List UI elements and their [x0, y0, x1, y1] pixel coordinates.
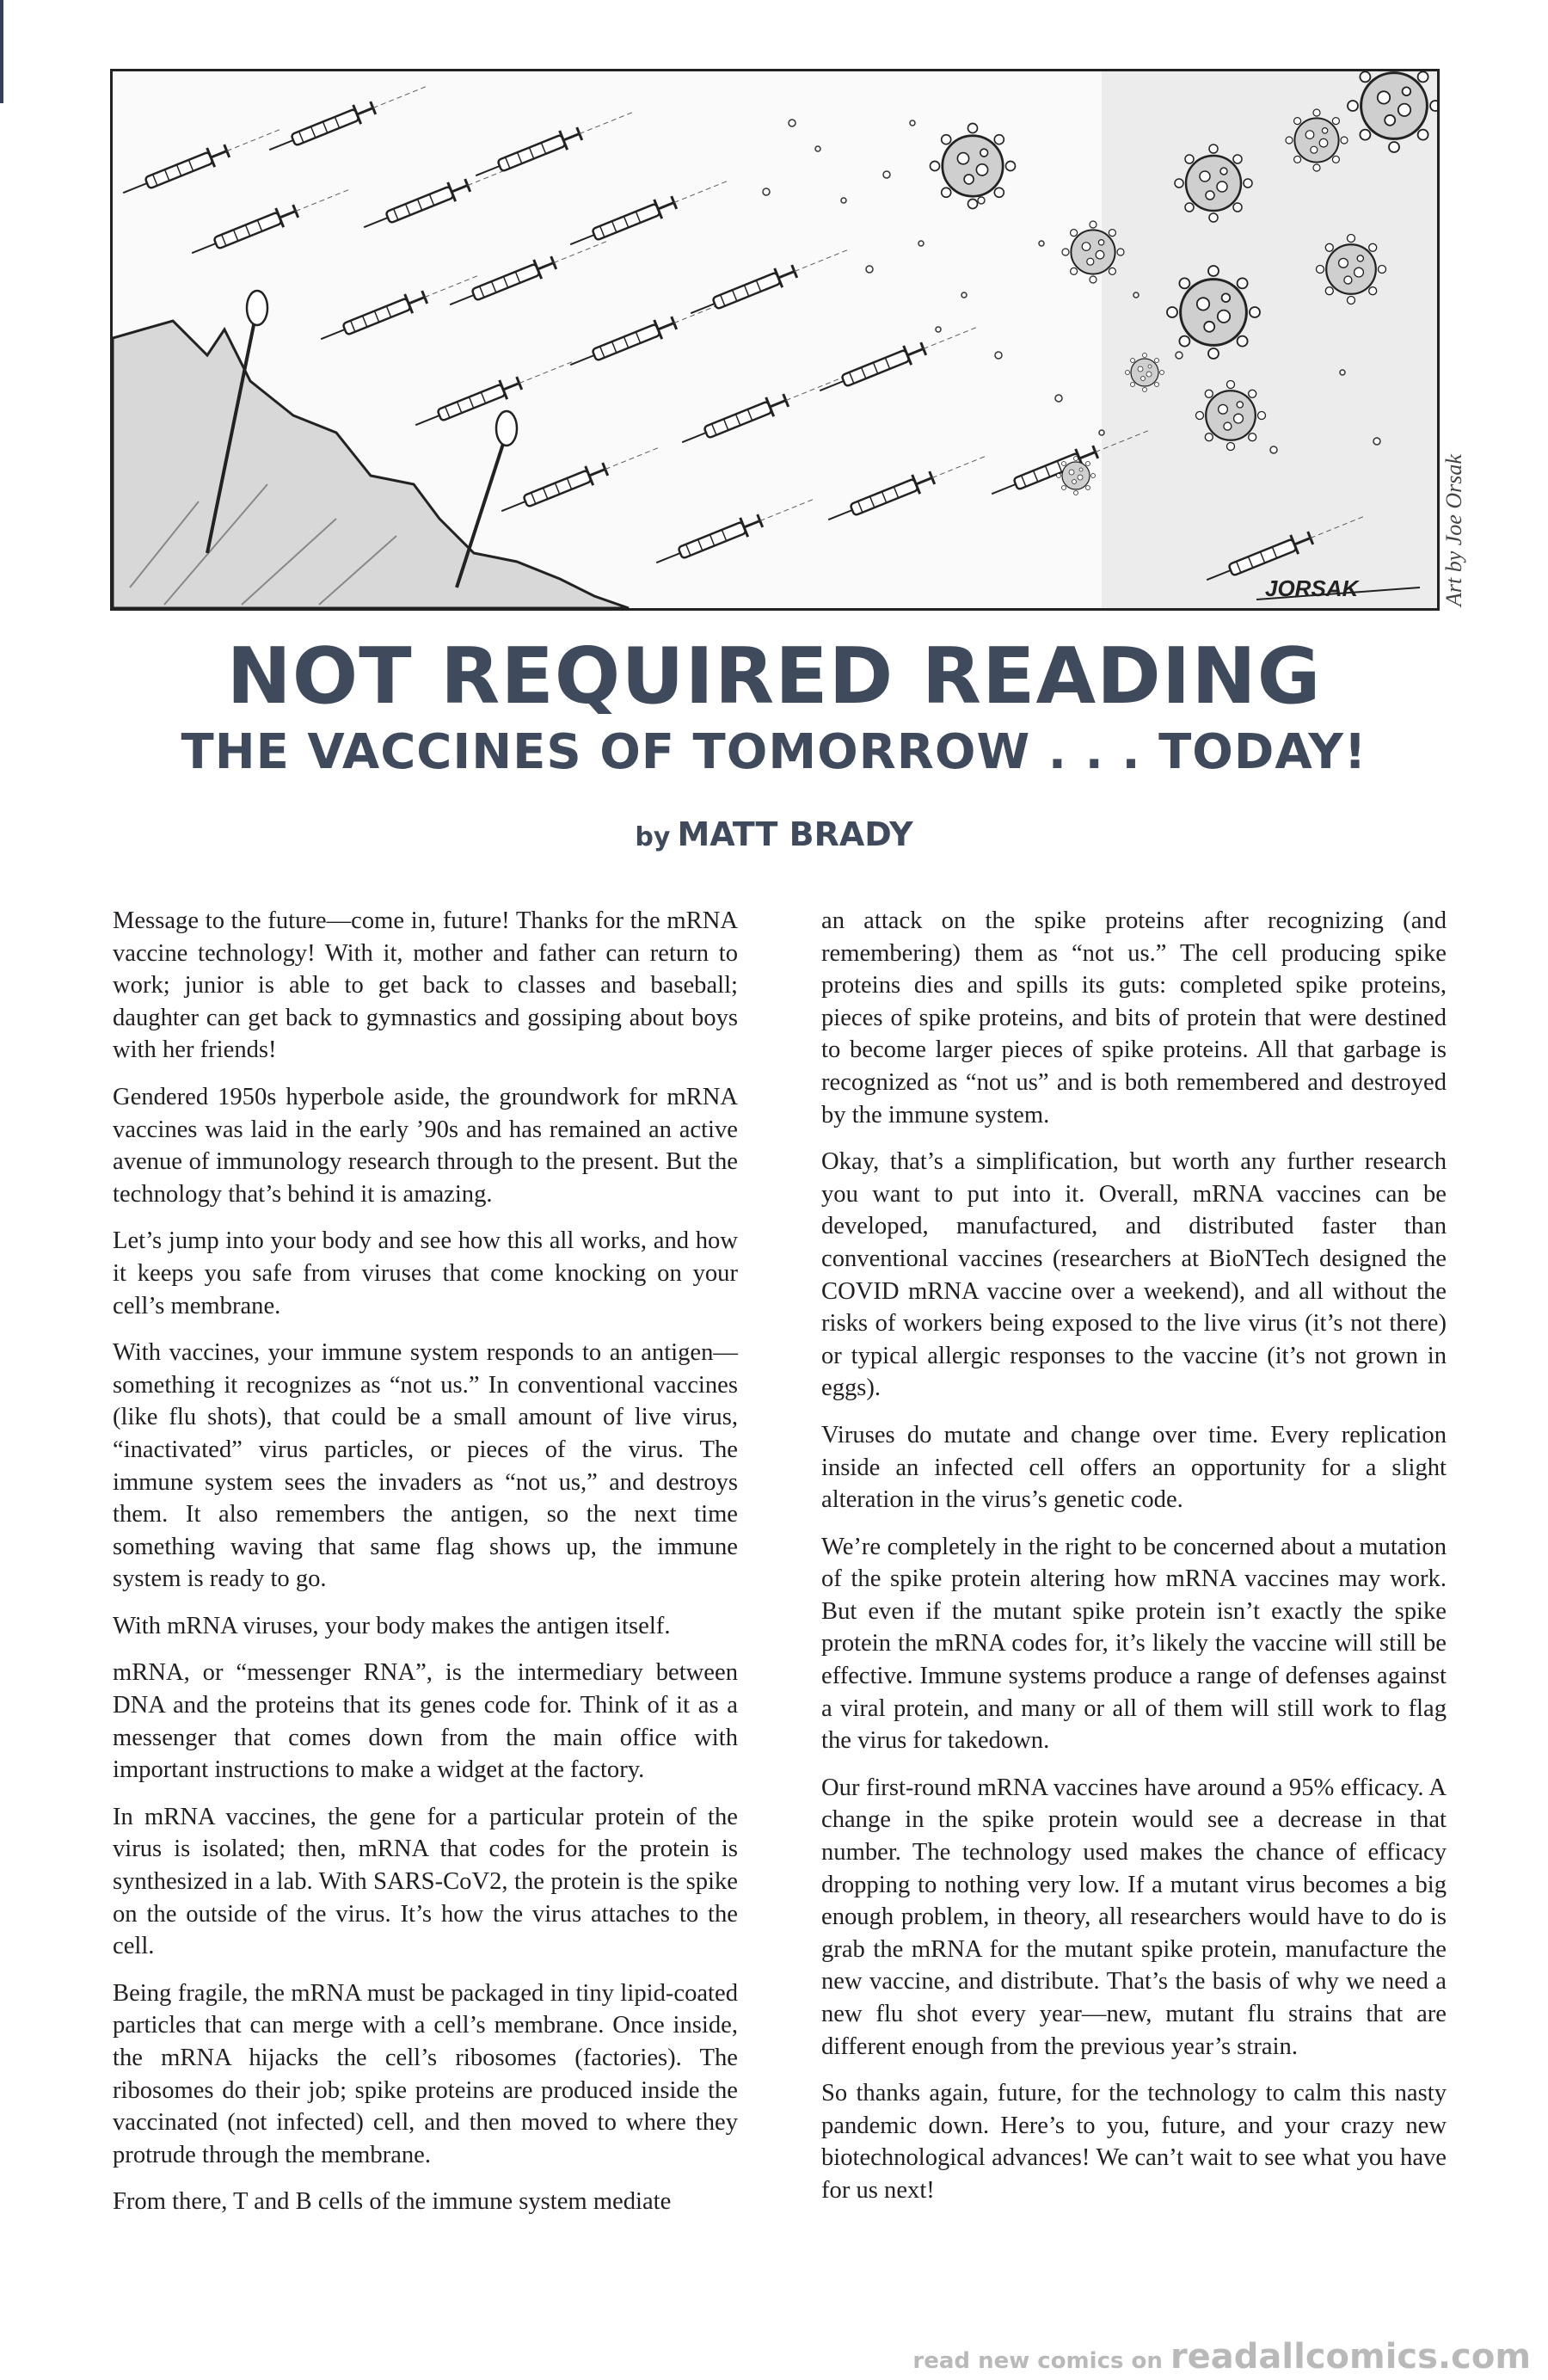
paragraph: Gendered 1950s hyperbole aside, the groundwork for mRNA vaccines was laid in the early ’90s and has remained an active avenue of immunology research through to the present. But the technology that’s behind it is amazing.: [113, 1083, 738, 1208]
paragraph: With mRNA viruses, your body makes the antigen itself.: [113, 1612, 671, 1639]
author-name: MATT BRADY: [677, 815, 913, 853]
paragraph: Okay, that’s a simplification, but worth any further research you want to put into it. Overall, mRNA vaccines can be developed, manufactured, and distributed faster than conventional vaccines (researchers at BioNTech designed the COVID mRNA vaccine over a weekend), and all without the risks of workers being exposed to the live virus (it’s not there) or typical allergic responses to the vaccine (it’s not grown in eggs).: [821, 1148, 1447, 1402]
paragraph: In mRNA vaccines, the gene for a particular protein of the virus is isolated; then, mRNA that codes for the protein is synthesized in a lab. With SARS-CoV2, the protein is the spike on the outside of the virus. It’s how the virus attaches to the cell.: [113, 1803, 738, 1960]
paragraph: From there, T and B cells of the immune system mediate: [113, 2188, 672, 2216]
paragraph: Being fragile, the mRNA must be packaged in tiny lipid-coated particles that can merge with a cell’s membrane. Once inside, the mRNA hijacks the cell’s ribosomes (factories). The ribosomes do their job; spike proteins are produced inside the vaccinated (not infected) cell, and then moved to where they protrude through the membrane.: [113, 1979, 738, 2168]
paragraph: So thanks again, future, for the technology to calm this nasty pandemic down. Here’s to you, future, and your crazy new biotechnological advances! We can’t wait to see what you have for us next!: [821, 2080, 1447, 2204]
paragraph: With vaccines, your immune system responds to an antigen—something it recognizes as “not us.” In conventional vaccines (like flu shots), that could be a small amount of live virus, “inactivated” virus particles, or pieces of the virus. The immune system sees the invaders as “not us,” and destroys them. It also remembers the antigen, so the next time something waving that same flag shows up, the immune system is ready to go.: [113, 1339, 738, 1593]
byline-prefix: by: [635, 822, 671, 852]
watermark-prefix: read new comics on: [912, 2348, 1163, 2374]
paragraph: Our first-round mRNA vaccines have around a 95% efficacy. A change in the spike protein would see a decrease in that number. The technology used makes the chance of efficacy dropping to nothing very low. If a mutant virus becomes a big enough problem, in theory, all researchers would have to do is grab the mRNA for the mutant spike protein, manufacture the new vaccine, and distribute. That’s the basis of why we need a new flu shot every year—new, mutant flu strains that are different enough from the previous year’s strain.: [821, 1774, 1447, 2060]
article-column-left: [113, 905, 738, 2233]
page-title: NOT REQUIRED READING: [226, 631, 1322, 722]
art-credit: Art by Joe Orsak: [1441, 454, 1466, 606]
paragraph: We’re completely in the right to be concerned about a mutation of the spike protein altering how mRNA vaccines may work. But even if the mutant spike protein isn’t exactly the spike protein the mRNA codes for, it’s likely the vaccine will still be effective. Immune systems produce a range of defenses against a viral protein, and many or all of them will still work to flag the virus for takedown.: [821, 1533, 1447, 1755]
page-subtitle: THE VACCINES OF TOMORROW . . . TODAY!: [181, 724, 1367, 780]
byline: [0, 815, 1548, 853]
paragraph: an attack on the spike proteins after recognizing (and remembering) them as “not us.” The cell producing spike proteins dies and spills its guts: completed spike proteins, pieces of spike proteins, and bits of protein that were destined to become larger pieces of spike proteins. All that garbage is recognized as “not us” and is both remembered and destroyed by the immune system.: [821, 907, 1447, 1129]
site-watermark: [912, 2337, 1531, 2377]
paragraph: Let’s jump into your body and see how this all works, and how it keeps you safe from viruses that come knocking on your cell’s membrane.: [113, 1227, 738, 1319]
article-column-right: [821, 905, 1447, 2222]
paragraph: Viruses do mutate and change over time. Every replication inside an infected cell offers an opportunity for a slight alteration in the virus’s genetic code.: [821, 1421, 1447, 1514]
paragraph: Message to the future—come in, future! Thanks for the mRNA vaccine technology! With it, mother and father can return to work; junior is able to get back to classes and baseball; daughter can get back to gymnastics and gossiping about boys with her friends!: [113, 907, 738, 1064]
illustration-drawing: [113, 71, 1437, 608]
page-edge-tab: [0, 0, 3, 103]
paragraph: mRNA, or “messenger RNA”, is the intermediary between DNA and the proteins that its genes code for. Think of it as a messenger that comes down from the main office with important instructions to make a widget at the factory.: [113, 1659, 738, 1784]
artist-signature: JORSAK: [1265, 575, 1359, 601]
watermark-site: readallcomics.com: [1170, 2337, 1531, 2377]
illustration-panel: [110, 69, 1440, 611]
